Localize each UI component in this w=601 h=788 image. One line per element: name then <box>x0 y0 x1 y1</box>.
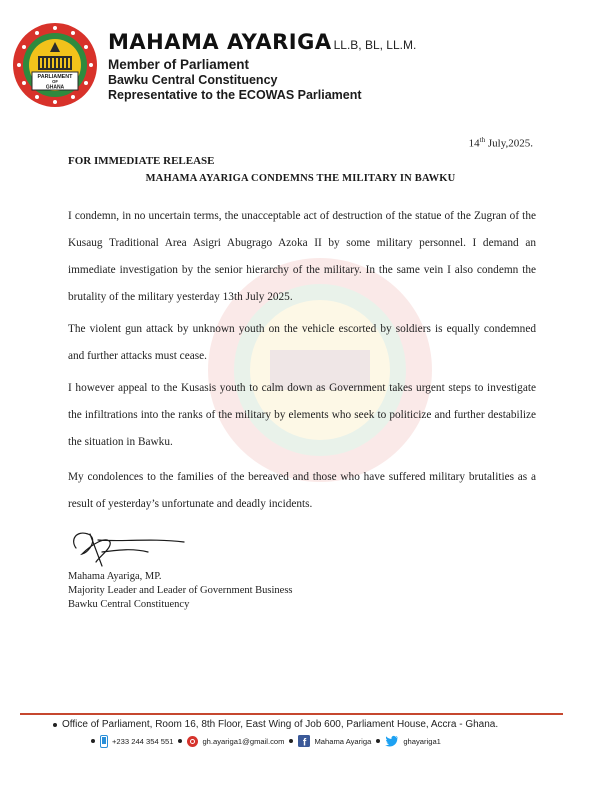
letter-headline: MAHAMA AYARIGA CONDEMNS THE MILITARY IN BAWKU <box>145 173 456 184</box>
twitter-icon <box>385 735 399 747</box>
footer-facebook[interactable]: Mahama Ayariga <box>314 736 372 746</box>
date-rest: July,2025. <box>485 137 533 150</box>
seal-text-bottom: GHANA <box>45 84 65 91</box>
bullet-dot <box>376 739 380 743</box>
footer-address-text: Office of Parliament, Room 16, 8th Floor, East Wing of Job 600, Parliament House, Accra - Ghana. <box>62 719 499 730</box>
seal-text-mid: OF <box>52 79 58 84</box>
bullet-dot <box>53 723 57 727</box>
bullet-dot <box>178 739 182 743</box>
bullet-dot <box>91 739 95 743</box>
footer-phone[interactable]: +233 244 354 551 <box>112 736 174 746</box>
letterhead-name-text: MAHAMA AYARIGA <box>108 30 332 54</box>
bullet-dot <box>289 739 293 743</box>
letter-date <box>469 136 533 150</box>
date-suffix: th <box>479 136 486 144</box>
svg-text:f: f <box>303 737 307 747</box>
release-label: FOR IMMEDIATE RELEASE <box>68 155 215 167</box>
letterhead-constituency: Bawku Central Constituency <box>108 73 278 87</box>
paragraph-1: I condemn, in no uncertain terms, the unacceptable act of destruction of the statue of the Zugran of the Kusaug Traditional Area Asigri Abugrago Azoka II by some military personnel. I demand an immediate investigation by the senior hierarchy of the military. In the same vein I also condemn the brutality of the military yesterday 13th July 2025. <box>68 210 536 303</box>
footer-address <box>48 719 498 730</box>
footer-contacts <box>86 733 441 749</box>
footer-rule <box>20 713 563 715</box>
date-day: 14 <box>468 137 480 150</box>
signatory-name: Mahama Ayariga, MP. <box>68 571 162 582</box>
signatory-constituency: Bawku Central Constituency <box>68 599 190 610</box>
paragraph-4: My condolences to the families of the bereaved and those who have suffered military brutalities as a result of yesterday’s unfortunate and deadly incidents. <box>68 471 536 510</box>
letterhead-name <box>108 30 416 54</box>
email-icon <box>187 736 198 747</box>
footer-email[interactable]: gh.ayariga1@gmail.com <box>202 736 285 746</box>
phone-icon <box>100 735 108 748</box>
facebook-icon <box>298 735 310 747</box>
letterhead-qualifications: LL.B, BL, LL.M. <box>333 38 417 52</box>
handwritten-signature <box>62 522 192 572</box>
letterhead-title: Member of Parliament <box>108 57 250 72</box>
letterhead-ecowas: Representative to the ECOWAS Parliament <box>108 88 362 102</box>
parliament-seal-icon <box>12 22 98 108</box>
paragraph-3: I however appeal to the Kusasis youth to calm down as Government takes urgent steps to investigate the infiltrations into the ranks of the military by elements who seek to politicize and further destabilize the situation in Bawku. <box>68 382 536 448</box>
seal-text-top: PARLIAMENT <box>37 74 73 80</box>
signatory-role: Majority Leader and Leader of Government Business <box>68 585 293 596</box>
footer-twitter[interactable]: ghayariga1 <box>403 736 441 746</box>
paragraph-2: The violent gun attack by unknown youth on the vehicle escorted by soldiers is equally condemned and further attacks must cease. <box>68 323 536 362</box>
